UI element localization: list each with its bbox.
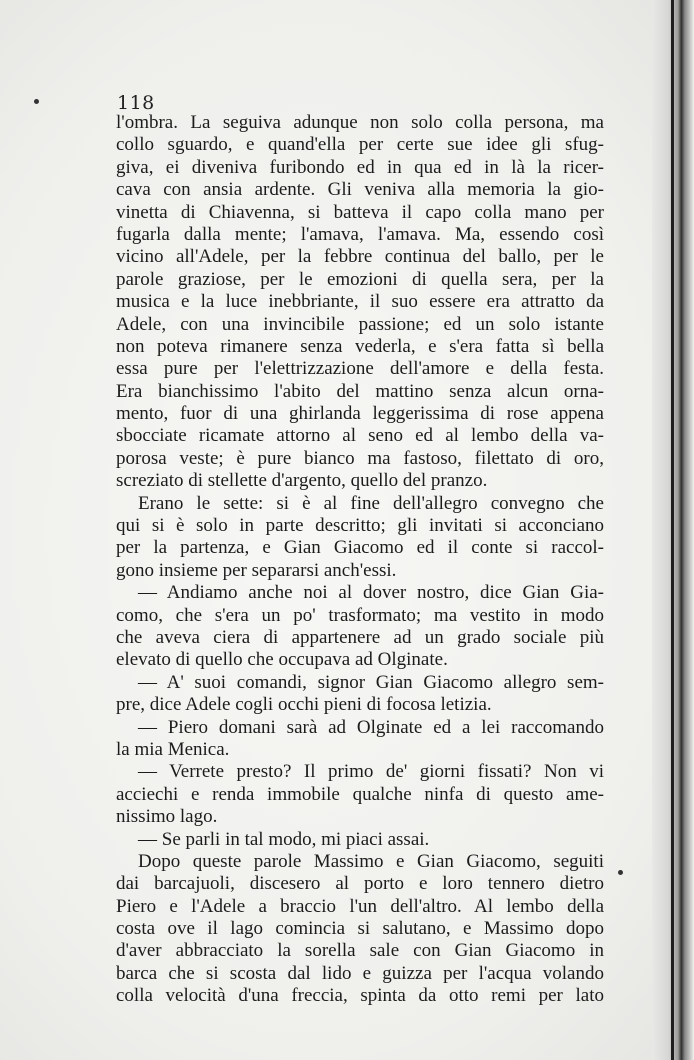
body-text <box>116 112 604 1008</box>
text-line: giva, ei diveniva furibondo ed in qua ed in là la ricer- <box>116 156 604 178</box>
right-margin-dot <box>618 870 623 875</box>
text-line: Piero e l'Adele a braccio l'un dell'altro. Al lembo della <box>116 895 604 917</box>
text-line: barca che si scosta dal lido e guizza per l'acqua volando <box>116 962 604 984</box>
text-line: sbocciate ricamate attorno al seno ed al lembo della va- <box>116 425 604 447</box>
text-line: vicino all'Adele, per la febbre continua del ballo, per le <box>116 246 604 268</box>
text-line: — Verrete presto? Il primo de' giorni fissati? Non vi <box>138 761 604 783</box>
text-line: como, che s'era un po' trasformato; ma vestito in modo <box>116 604 604 626</box>
text-line: essa pure per l'elettrizzazione dell'amore e della festa. <box>116 358 604 380</box>
text-line: colla velocità d'una freccia, spinta da otto remi per lato <box>116 985 604 1007</box>
text-line: Adele, con una invincibile passione; ed un solo istante <box>116 313 604 335</box>
text-line: l'ombra. La seguiva adunque non solo colla persona, ma <box>116 112 604 133</box>
text-line: Dopo queste parole Massimo e Gian Giacomo, seguiti <box>138 850 604 872</box>
left-margin-dot <box>34 99 39 104</box>
text-line: collo sguardo, e quand'ella per certe sue idee gli sfug- <box>116 134 604 156</box>
text-line: d'aver abbracciato la sorella sale con Gian Giacomo in <box>116 940 604 962</box>
text-line: dai barcajuoli, discesero al porto e loro tennero dietro <box>116 873 604 895</box>
text-line: vinetta di Chiavenna, si batteva il capo colla mano per <box>116 201 604 223</box>
text-line: costa ove il lago comincia si salutano, e Massimo dopo <box>116 918 604 940</box>
text-line: mento, fuor di una ghirlanda leggerissima di rose appena <box>116 403 604 425</box>
text-line: elevato di quello che occupava ad Olginate. <box>116 649 448 671</box>
text-line: gono insieme per separarsi anch'essi. <box>116 559 397 581</box>
text-line: cava con ansia ardente. Gli veniva alla memoria la gio- <box>116 179 604 201</box>
text-line: screziato di stellette d'argento, quello del pranzo. <box>116 470 488 492</box>
text-line: — A' suoi comandi, signor Gian Giacomo allegro sem- <box>138 671 604 693</box>
text-line: — Se parli in tal modo, mi piaci assai. <box>138 828 430 850</box>
text-line: non poteva rimanere senza vederla, e s'era fatta sì bella <box>116 335 604 357</box>
text-line: musica e la luce inebbriante, il suo essere era attratto da <box>116 291 604 313</box>
gutter-dark-line <box>671 0 674 1060</box>
text-line: parole graziose, per le emozioni di quella sera, per la <box>116 268 604 290</box>
page-number: 118 <box>117 92 155 114</box>
text-line: nissimo lago. <box>116 806 218 828</box>
text-line: la mia Menica. <box>116 738 230 760</box>
text-line: porosa veste; è pure bianco ma fastoso, filettato di oro, <box>116 447 604 469</box>
text-line: Era bianchissimo l'abito del mattino senza alcun orna- <box>116 380 604 402</box>
text-line: che aveva ciera di appartenere ad un grado sociale più <box>116 626 604 648</box>
text-line: — Andiamo anche noi al dover nostro, dice Gian Gia- <box>138 582 604 604</box>
text-line: — Piero domani sarà ad Olginate ed a lei raccomando <box>138 716 604 738</box>
text-line: fugarla dalla mente; l'amava, l'amava. Ma, essendo così <box>116 223 604 245</box>
text-line: qui si è solo in parte descritto; gli invitati si acconciano <box>116 515 604 537</box>
text-line: Erano le sette: si è al fine dell'allegro convegno che <box>138 492 604 514</box>
text-line: pre, dice Adele cogli occhi pieni di focosa letizia. <box>116 694 492 716</box>
text-line: acciechi e renda immobile qualche ninfa di questo ame- <box>116 783 604 805</box>
text-line: per la partenza, e Gian Giacomo ed il conte si raccol- <box>116 537 604 559</box>
